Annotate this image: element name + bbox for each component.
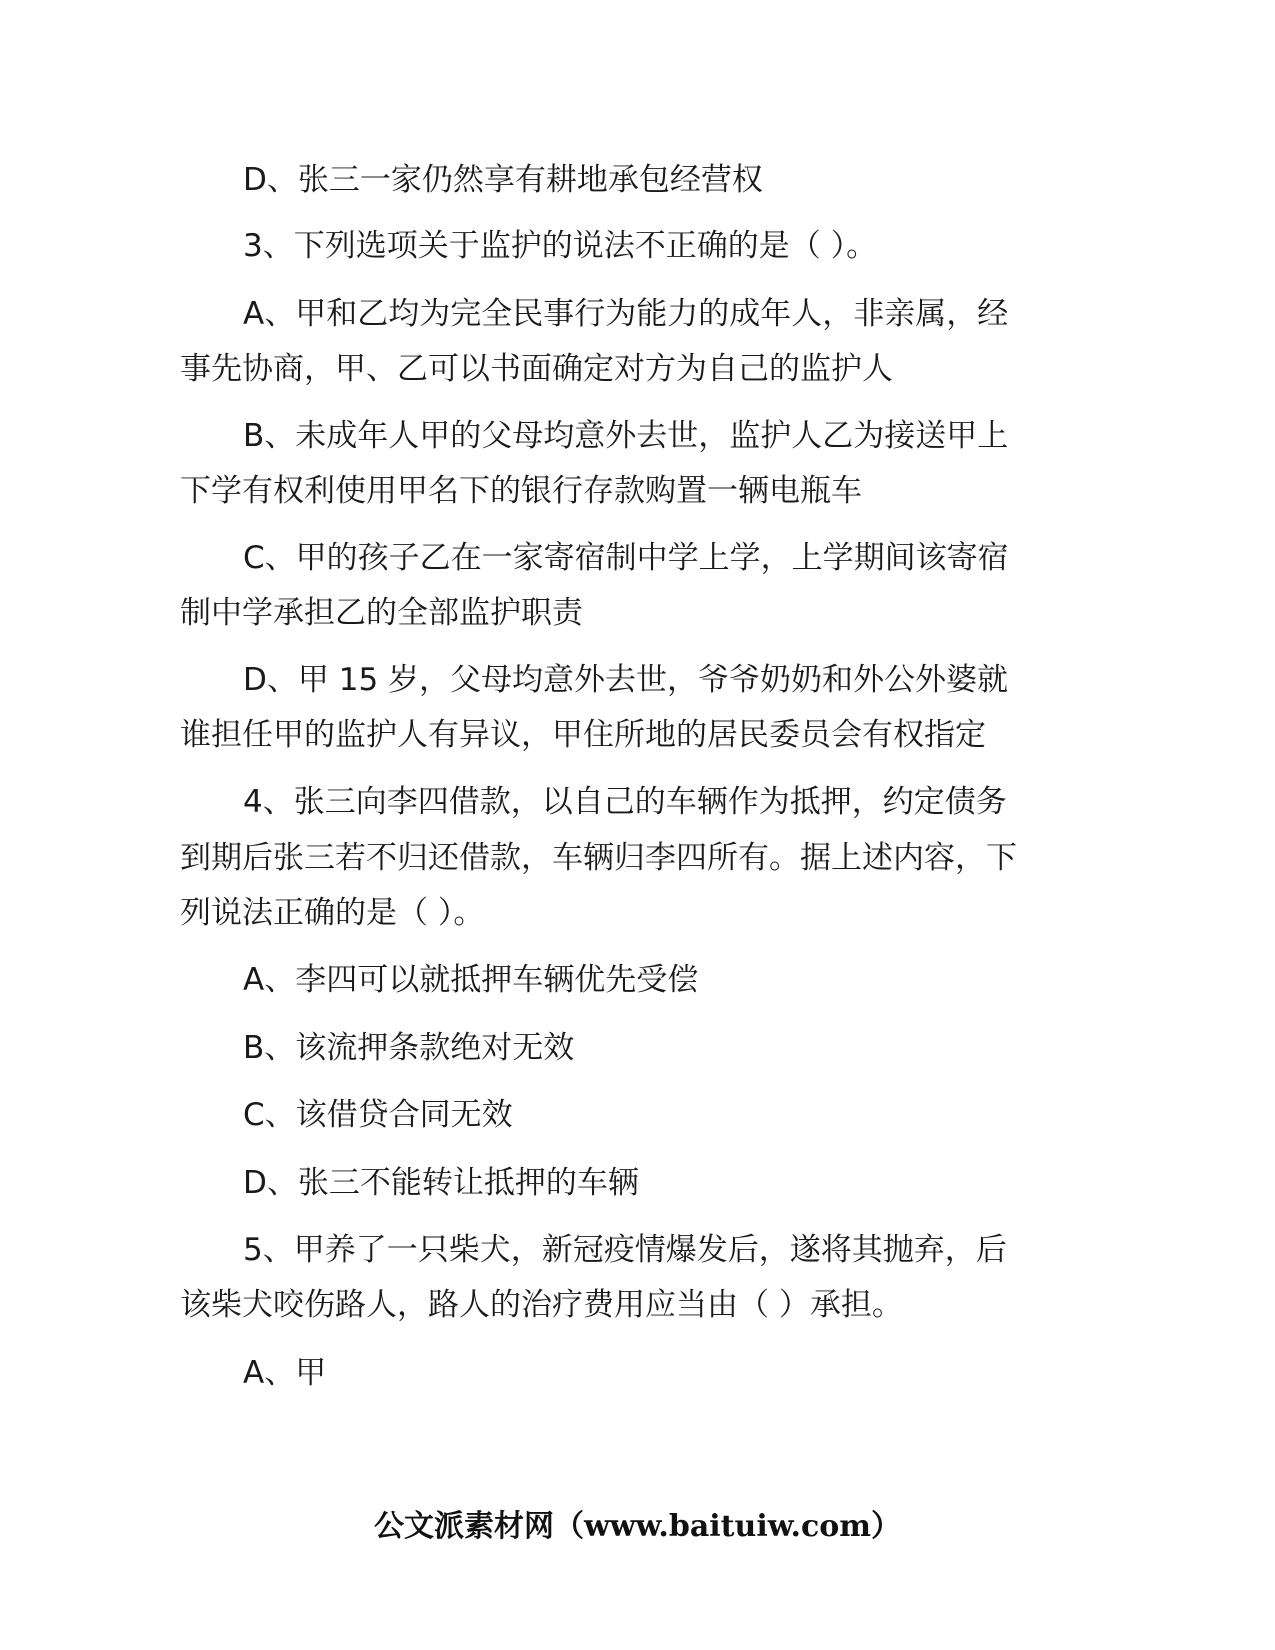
q3-option-b-line1: B、未成年人甲的父母均意外去世，监护人乙为接送甲上 [243,418,1009,454]
question-4-line1: 4、张三向李四借款，以自己的车辆作为抵押，约定债务 [243,784,1007,820]
question-4-line2: 到期后张三若不归还借款，车辆归李四所有。据上述内容，下 [180,840,1017,876]
q3-option-d-line1: D、甲 15 岁，父母均意外去世，爷爷奶奶和外公外婆就 [243,662,1009,698]
q3-option-a-line1: A、甲和乙均为完全民事行为能力的成年人，非亲属，经 [243,296,1009,332]
q3-option-c-line1: C、甲的孩子乙在一家寄宿制中学上学，上学期间该寄宿 [243,540,1009,576]
question-5-line2: 该柴犬咬伤路人，路人的治疗费用应当由（ ）承担。 [180,1287,903,1323]
q4-option-b: B、该流押条款绝对无效 [243,1030,575,1066]
q4-option-a: A、李四可以就抵押车辆优先受偿 [243,962,699,998]
q3-option-b-line2: 下学有权利使用甲名下的银行存款购置一辆电瓶车 [180,473,862,509]
q5-option-a: A、甲 [243,1355,327,1391]
q4-option-d: D、张三不能转让抵押的车辆 [243,1165,639,1201]
question-4-line3: 列说法正确的是（ ）。 [180,895,485,931]
q3-option-a-line2: 事先协商，甲、乙可以书面确定对方为自己的监护人 [180,351,893,387]
q2-option-d: D、张三一家仍然享有耕地承包经营权 [243,162,763,198]
footer-source: 公文派素材网（www.baituiw.com） [373,1509,902,1544]
question-3: 3、下列选项关于监护的说法不正确的是（ ）。 [243,228,878,264]
question-5-line1: 5、甲养了一只柴犬，新冠疫情爆发后，遂将其抛弃，后 [243,1232,1007,1268]
q3-option-d-line2: 谁担任甲的监护人有异议，甲住所地的居民委员会有权指定 [180,717,986,753]
q4-option-c: C、该借贷合同无效 [243,1097,513,1133]
q3-option-c-line2: 制中学承担乙的全部监护职责 [180,595,583,631]
